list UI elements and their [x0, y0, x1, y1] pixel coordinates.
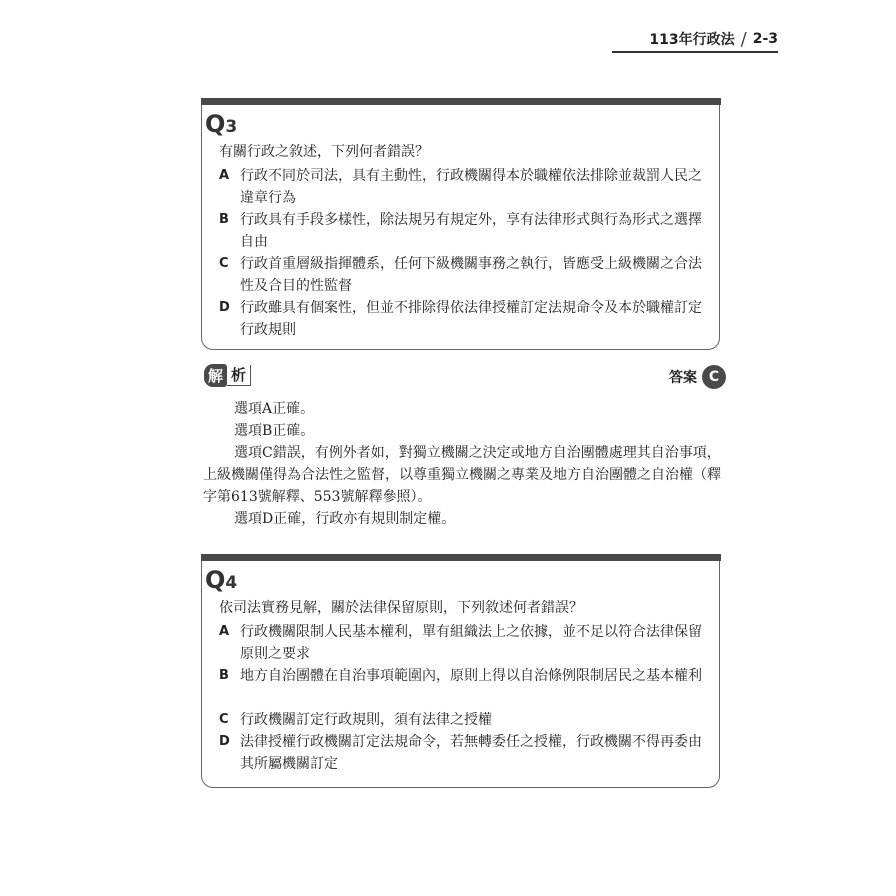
analysis-heading	[204, 364, 251, 387]
question-3-topbar	[201, 98, 721, 105]
question-3-option-d: D 行政雖具有個案性，但並不排除得依法律授權訂定法規命令及本於職權訂定行政規則	[219, 300, 702, 338]
answer-label: 答案	[669, 370, 697, 386]
question-4-topbar	[201, 554, 721, 561]
question-3-option-b: B 行政具有手段多樣性，除法規另有規定外，享有法律形式與行為形式之選擇自由	[219, 212, 702, 250]
header-slash: /	[740, 28, 747, 50]
page-number: 2-3	[752, 31, 778, 47]
answer-badge	[669, 365, 726, 389]
question-3-box	[201, 98, 720, 350]
answer-letter: C	[702, 365, 726, 389]
analysis-label: 析	[227, 365, 251, 386]
question-4-label: Q4	[205, 566, 238, 594]
analysis-mark: 解	[204, 364, 227, 387]
question-3-option-c: C 行政首重層級指揮體系，任何下級機關事務之執行，皆應受上級機關之合法性及合目的性監督	[219, 256, 702, 294]
question-3-stem: 有關行政之敘述，下列何者錯誤？	[219, 144, 429, 160]
header-title: 113年行政法	[649, 32, 735, 48]
analysis-line-2: 選項B正確。	[234, 423, 315, 439]
question-4-option-b: B 地方自治團體在自治事項範圍內，原則上得以自治條例限制居民之基本權利	[219, 668, 702, 684]
question-4-option-c: C 行政機關訂定行政規則，須有法律之授權	[219, 712, 492, 728]
running-header	[649, 28, 778, 50]
question-4-box	[201, 554, 720, 788]
analysis-line-3: 選項C錯誤，有例外者如，對獨立機關之決定或地方自治團體處理其自治事項，上級機關僅得為合法性之監督，以尊重獨立機關之專業及地方自治團體之自治權（釋字第613號解釋、553號解釋參照）。	[203, 445, 721, 505]
question-3-label: Q3	[205, 110, 238, 138]
header-rule	[612, 51, 778, 53]
question-4-option-a: A 行政機關限制人民基本權利，單有組織法上之依據，並不足以符合法律保留原則之要求	[219, 624, 702, 662]
analysis-line-4: 選項D正確，行政亦有規則制定權。	[234, 511, 456, 527]
analysis-line-1: 選項A正確。	[234, 401, 315, 417]
question-3-option-a: A 行政不同於司法，具有主動性，行政機關得本於職權依法排除並裁罰人民之違章行為	[219, 168, 702, 206]
question-4-stem: 依司法實務見解，關於法律保留原則，下列敘述何者錯誤？	[219, 600, 583, 616]
question-4-option-d: D 法律授權行政機關訂定法規命令，若無轉委任之授權，行政機關不得再委由其所屬機關訂定	[219, 734, 702, 772]
